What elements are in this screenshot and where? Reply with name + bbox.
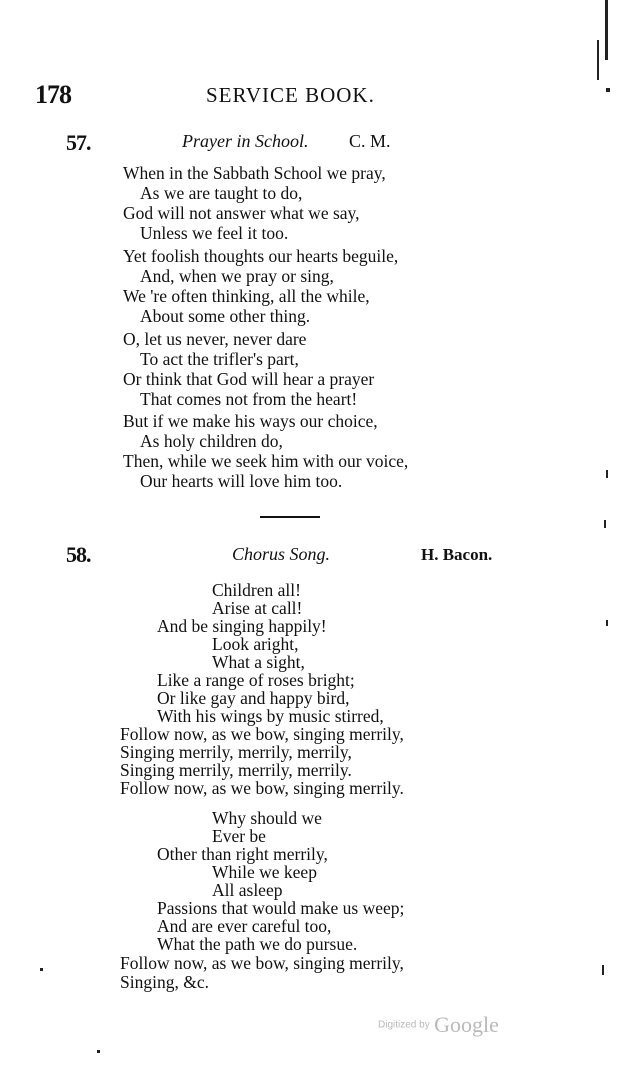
verse-line: Like a range of roses bright; bbox=[157, 670, 355, 690]
verse-line: Children all! bbox=[212, 580, 301, 600]
verse-line: And are ever careful too, bbox=[157, 916, 332, 936]
scan-speck bbox=[602, 965, 604, 975]
hymn-58-title: Chorus Song. bbox=[232, 544, 331, 564]
scan-speck bbox=[606, 88, 610, 92]
verse-line: Follow now, as we bow, singing merrily, bbox=[120, 724, 404, 744]
running-head: SERVICE BOOK. bbox=[206, 83, 375, 107]
verse-line: All asleep bbox=[212, 880, 283, 900]
google-logo: Google bbox=[434, 1012, 499, 1037]
verse-line: To act the trifler's part, bbox=[140, 349, 299, 369]
verse-line: Ever be bbox=[212, 826, 266, 846]
verse-line: Our hearts will love him too. bbox=[140, 471, 343, 491]
verse-line: As we are taught to do, bbox=[140, 183, 303, 203]
verse-line: Or like gay and happy bird, bbox=[157, 688, 350, 708]
scan-speck bbox=[40, 968, 43, 971]
digitized-by-label: Digitized by bbox=[378, 1019, 430, 1031]
scan-speck bbox=[604, 520, 606, 528]
verse-line: Why should we bbox=[212, 808, 322, 828]
verse-line: That comes not from the heart! bbox=[140, 389, 358, 409]
verse-line: Or think that God will hear a prayer bbox=[123, 369, 375, 389]
verse-line: What the path we do pursue. bbox=[157, 934, 358, 954]
verse-line: Follow now, as we bow, singing merrily, bbox=[120, 953, 404, 973]
verse-line: Then, while we seek him with our voice, bbox=[123, 451, 409, 471]
hymn-57-number: 57. bbox=[66, 130, 91, 155]
verse-line: And be singing happily! bbox=[157, 616, 327, 636]
verse-line: While we keep bbox=[212, 862, 317, 882]
digitized-by-watermark bbox=[378, 1012, 499, 1038]
verse-line: About some other thing. bbox=[140, 306, 311, 326]
scan-speck bbox=[606, 470, 608, 478]
hymn-57-meter: C. M. bbox=[349, 131, 391, 151]
verse-line: Follow now, as we bow, singing merrily. bbox=[120, 778, 404, 798]
verse-line: Look aright, bbox=[212, 634, 299, 654]
verse-line: Arise at call! bbox=[212, 598, 303, 618]
scan-edge-mark bbox=[597, 40, 599, 80]
verse-line: Yet foolish thoughts our hearts beguile, bbox=[123, 246, 399, 266]
verse-line: Passions that would make us weep; bbox=[157, 898, 405, 918]
verse-line: What a sight, bbox=[212, 652, 305, 672]
verse-line: And, when we pray or sing, bbox=[140, 266, 334, 286]
section-divider-rule bbox=[260, 516, 320, 518]
verse-line: O, let us never, never dare bbox=[123, 329, 307, 349]
scan-edge-mark bbox=[605, 0, 608, 60]
verse-line: Other than right merrily, bbox=[157, 844, 328, 864]
verse-line: Singing, &c. bbox=[120, 972, 209, 992]
verse-line: When in the Sabbath School we pray, bbox=[123, 163, 386, 183]
verse-line: Singing merrily, merrily, merrily. bbox=[120, 760, 352, 780]
scan-speck bbox=[606, 620, 608, 626]
verse-line: God will not answer what we say, bbox=[123, 203, 360, 223]
hymn-57-title: Prayer in School. bbox=[182, 131, 309, 151]
scan-speck bbox=[97, 1050, 100, 1053]
verse-line: Singing merrily, merrily, merrily, bbox=[120, 742, 352, 762]
verse-line: Unless we feel it too. bbox=[140, 223, 289, 243]
hymn-58-author: H. Bacon. bbox=[421, 545, 493, 564]
verse-line: With his wings by music stirred, bbox=[157, 706, 384, 726]
verse-line: As holy children do, bbox=[140, 431, 283, 451]
hymn-58-number: 58. bbox=[66, 542, 91, 567]
verse-line: But if we make his ways our choice, bbox=[123, 411, 378, 431]
verse-line: We 're often thinking, all the while, bbox=[123, 286, 370, 306]
page-number: 178 bbox=[35, 80, 71, 109]
